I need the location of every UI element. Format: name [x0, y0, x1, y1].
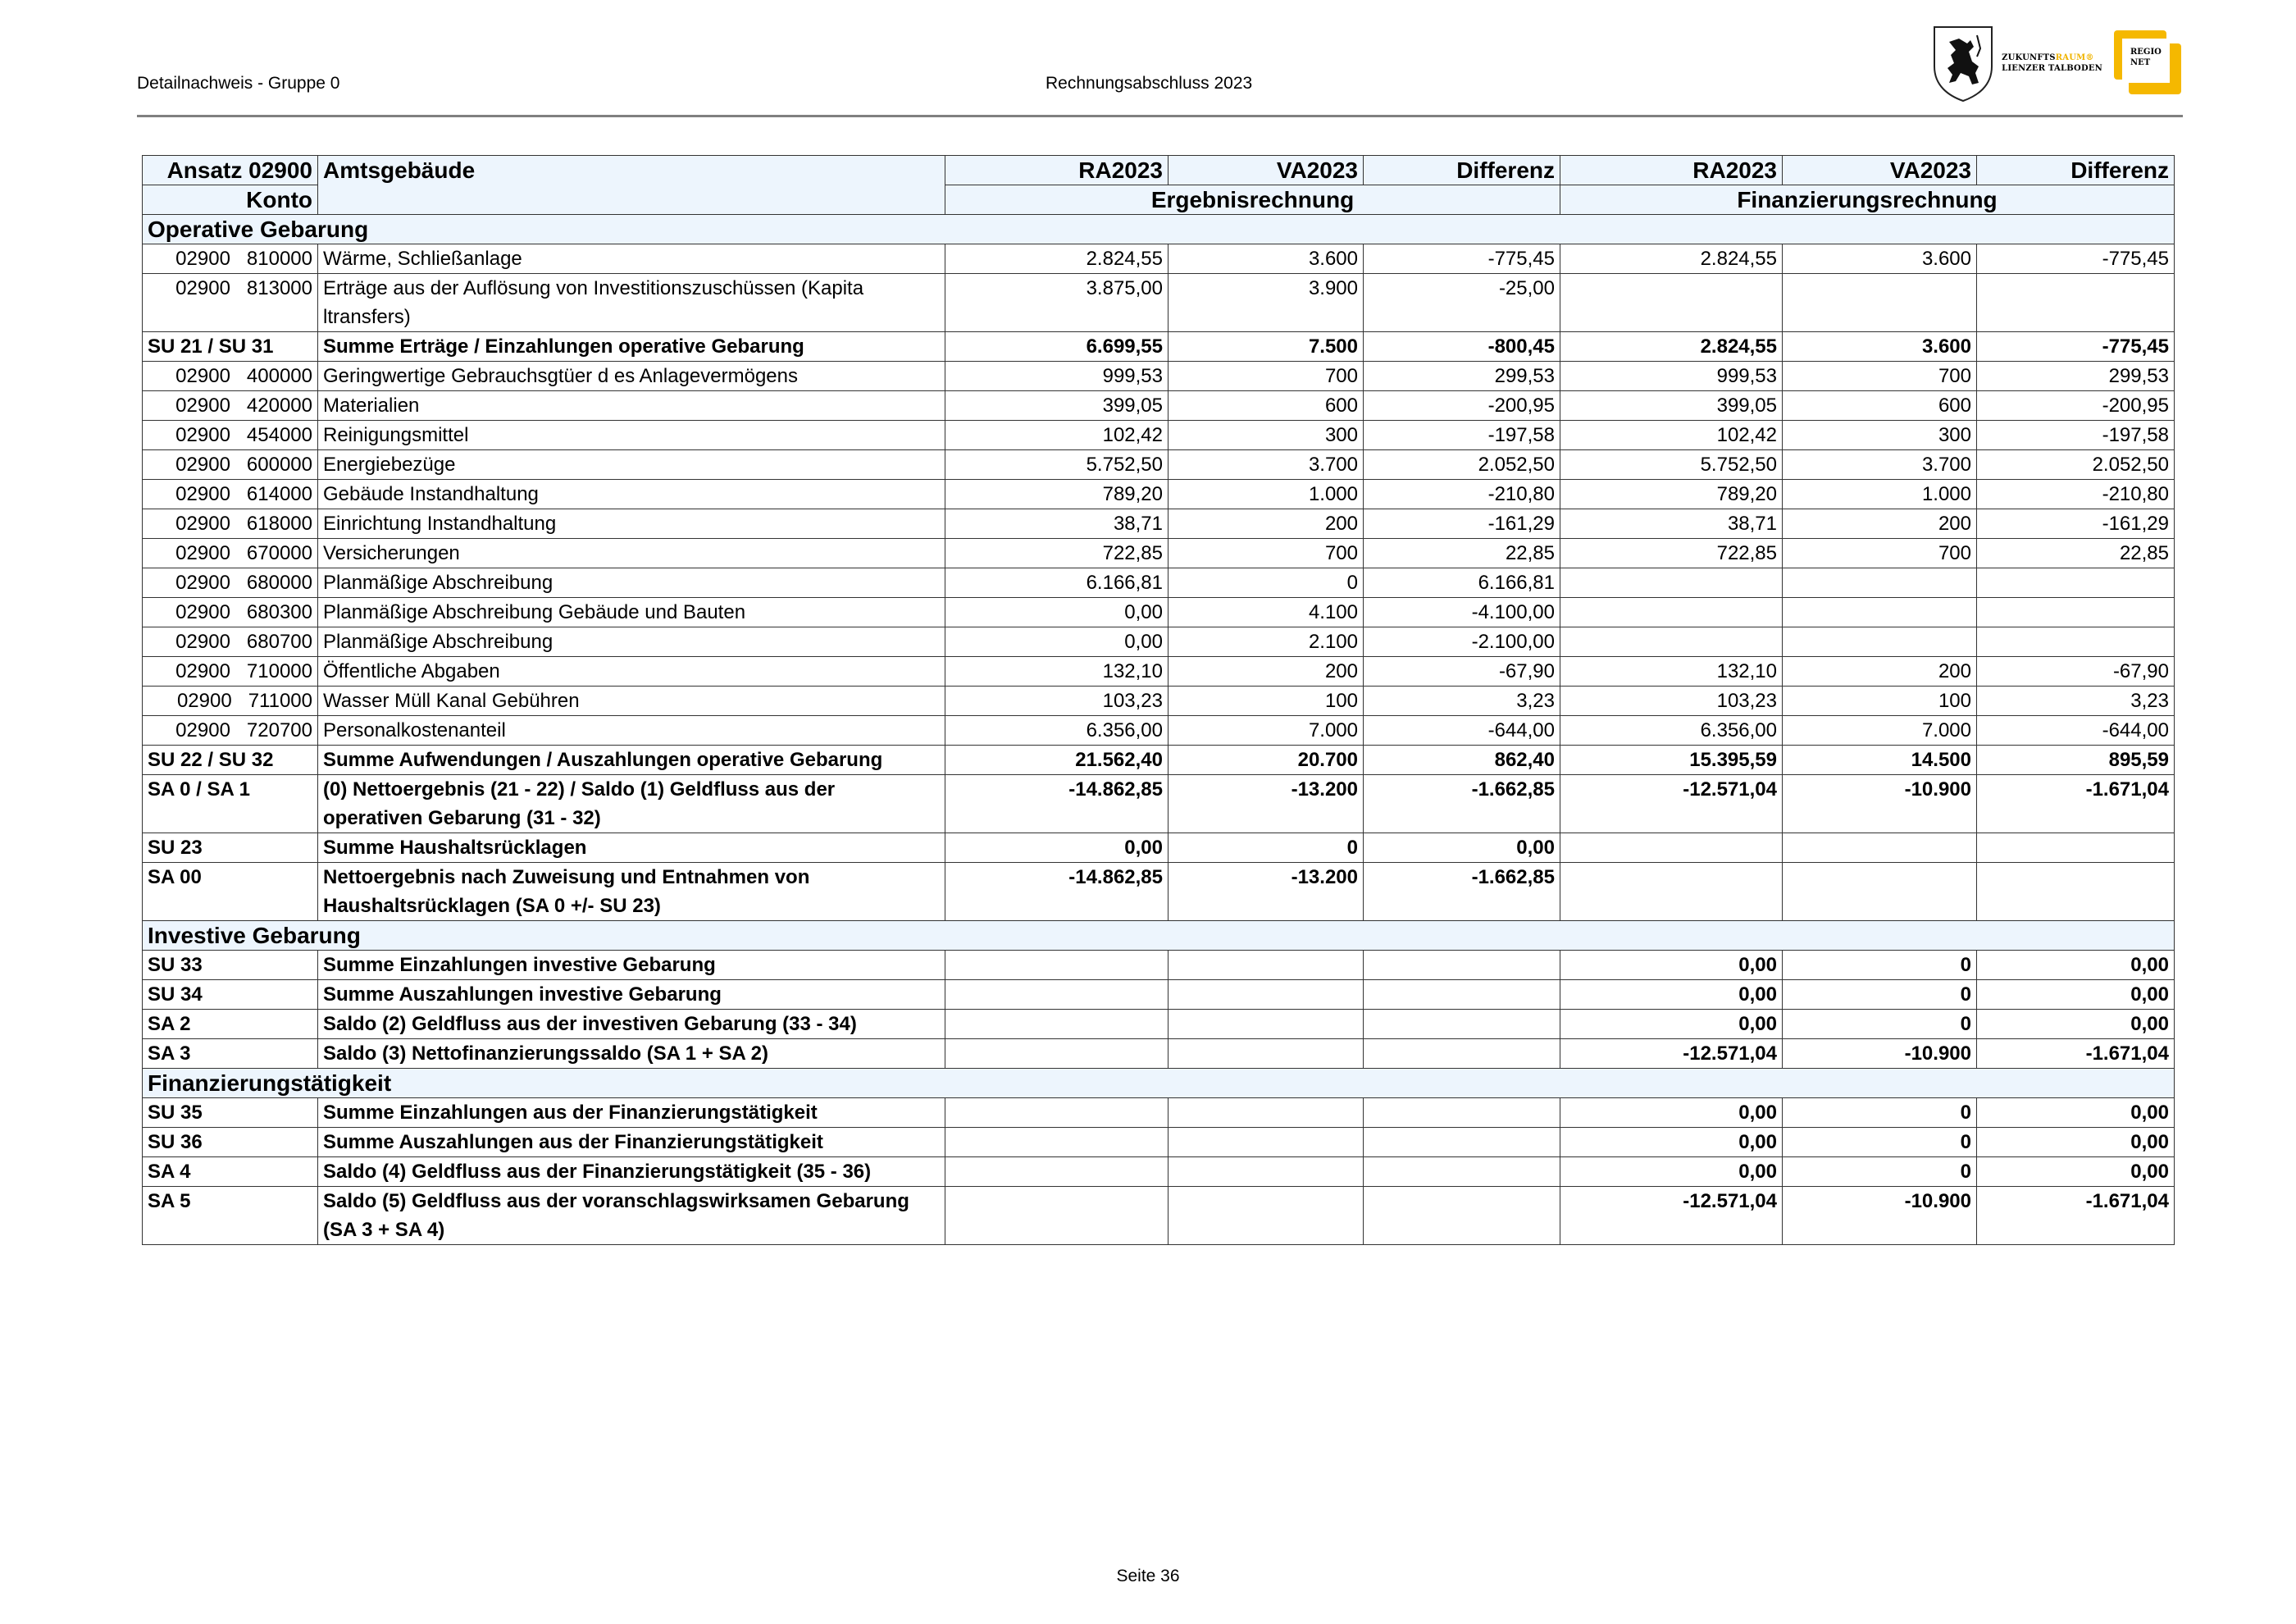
value-va-fr: 7.000	[1783, 716, 1977, 746]
value-ra-er: 102,42	[945, 421, 1168, 450]
account-label: Saldo (3) Nettofinanzierungssaldo (SA 1 + SA 2)	[318, 1039, 945, 1069]
summary-row	[143, 1128, 2175, 1157]
table-row	[143, 362, 2175, 391]
table-row	[143, 391, 2175, 421]
value-ra-er: 132,10	[945, 657, 1168, 687]
header-konto: Konto	[143, 185, 318, 215]
value-diff-fr	[1977, 274, 2175, 332]
value-diff-er	[1364, 980, 1560, 1010]
account-code: 02900 614000	[143, 480, 318, 509]
value-diff-er	[1364, 1157, 1560, 1187]
value-ra-er: 3.875,00	[945, 274, 1168, 332]
value-diff-er: -200,95	[1364, 391, 1560, 421]
value-diff-fr: -644,00	[1977, 716, 2175, 746]
value-diff-fr: -210,80	[1977, 480, 2175, 509]
value-diff-fr	[1977, 627, 2175, 657]
value-diff-fr: 3,23	[1977, 687, 2175, 716]
account-code: 02900 400000	[143, 362, 318, 391]
value-ra-fr: 722,85	[1560, 539, 1783, 568]
value-ra-er: 722,85	[945, 539, 1168, 568]
value-va-er: 200	[1168, 657, 1364, 687]
value-ra-er: 2.824,55	[945, 244, 1168, 274]
account-label: Saldo (4) Geldfluss aus der Finanzierungstätigkeit (35 - 36)	[318, 1157, 945, 1187]
value-ra-er: 6.356,00	[945, 716, 1168, 746]
value-ra-fr: 0,00	[1560, 951, 1783, 980]
value-va-fr: 14.500	[1783, 746, 1977, 775]
section-title: Operative Gebarung	[143, 215, 2175, 244]
value-ra-er: 21.562,40	[945, 746, 1168, 775]
account-code: SA 4	[143, 1157, 318, 1187]
value-va-fr: -10.900	[1783, 1187, 1977, 1245]
section-title: Finanzierungstätigkeit	[143, 1069, 2175, 1098]
table-row	[143, 539, 2175, 568]
value-diff-fr: -67,90	[1977, 657, 2175, 687]
value-va-fr: 200	[1783, 657, 1977, 687]
value-diff-er: -644,00	[1364, 716, 1560, 746]
value-diff-er: 22,85	[1364, 539, 1560, 568]
account-code: SA 3	[143, 1039, 318, 1069]
header-col-diff-fr: Differenz	[1977, 156, 2175, 185]
value-diff-er: -1.662,85	[1364, 863, 1560, 921]
value-diff-fr: -1.671,04	[1977, 1187, 2175, 1245]
value-diff-er: -161,29	[1364, 509, 1560, 539]
value-ra-er: 38,71	[945, 509, 1168, 539]
value-va-fr: 3.700	[1783, 450, 1977, 480]
header-col-ra-fr: RA2023	[1560, 156, 1783, 185]
account-code: SU 36	[143, 1128, 318, 1157]
section-header-row	[143, 1069, 2175, 1098]
header-col-va-er: VA2023	[1168, 156, 1364, 185]
value-ra-fr: 2.824,55	[1560, 332, 1783, 362]
value-ra-er: 999,53	[945, 362, 1168, 391]
value-diff-fr: 0,00	[1977, 1010, 2175, 1039]
table-row	[143, 480, 2175, 509]
summary-row	[143, 775, 2175, 833]
value-va-er: 700	[1168, 362, 1364, 391]
value-va-fr	[1783, 274, 1977, 332]
account-label: Nettoergebnis nach Zuweisung und Entnahmen von Haushaltsrücklagen (SA 0 +/- SU 23)	[318, 863, 945, 921]
value-va-er: 0	[1168, 833, 1364, 863]
value-va-er: 20.700	[1168, 746, 1364, 775]
value-diff-fr: 0,00	[1977, 951, 2175, 980]
summary-row	[143, 1098, 2175, 1128]
value-va-er: 3.900	[1168, 274, 1364, 332]
account-label: Öffentliche Abgaben	[318, 657, 945, 687]
value-va-fr: 300	[1783, 421, 1977, 450]
value-diff-er: -775,45	[1364, 244, 1560, 274]
financial-table	[142, 155, 2175, 1245]
value-diff-er: 2.052,50	[1364, 450, 1560, 480]
account-label: Einrichtung Instandhaltung	[318, 509, 945, 539]
account-label: (0) Nettoergebnis (21 - 22) / Saldo (1) Geldfluss aus der operativen Gebarung (31 - 32)	[318, 775, 945, 833]
value-ra-fr	[1560, 833, 1783, 863]
header-col-diff-er: Differenz	[1364, 156, 1560, 185]
table-row	[143, 598, 2175, 627]
account-label: Geringwertige Gebrauchsgtüer d es Anlagevermögens	[318, 362, 945, 391]
value-ra-fr: 5.752,50	[1560, 450, 1783, 480]
account-code: SU 21 / SU 31	[143, 332, 318, 362]
value-ra-er	[945, 1187, 1168, 1245]
value-ra-er	[945, 1010, 1168, 1039]
value-va-fr: 0	[1783, 1128, 1977, 1157]
account-code: 02900 813000	[143, 274, 318, 332]
account-code: SA 00	[143, 863, 318, 921]
value-ra-fr: 102,42	[1560, 421, 1783, 450]
value-diff-fr	[1977, 568, 2175, 598]
table-row	[143, 421, 2175, 450]
value-va-er: 3.600	[1168, 244, 1364, 274]
section-header-row	[143, 921, 2175, 951]
value-ra-er	[945, 951, 1168, 980]
value-va-fr: 100	[1783, 687, 1977, 716]
value-diff-fr: -161,29	[1977, 509, 2175, 539]
value-diff-fr	[1977, 833, 2175, 863]
value-va-er: 0	[1168, 568, 1364, 598]
summary-row	[143, 332, 2175, 362]
value-diff-fr: -775,45	[1977, 244, 2175, 274]
value-va-fr: 3.600	[1783, 332, 1977, 362]
value-va-fr: 700	[1783, 539, 1977, 568]
value-diff-er: -800,45	[1364, 332, 1560, 362]
summary-row	[143, 1010, 2175, 1039]
page-header	[137, 0, 2183, 117]
regionet-logo: REGIO NET	[2114, 30, 2183, 96]
summary-row	[143, 1187, 2175, 1245]
account-label: Summe Erträge / Einzahlungen operative Gebarung	[318, 332, 945, 362]
value-diff-er	[1364, 951, 1560, 980]
value-ra-fr: -12.571,04	[1560, 1187, 1783, 1245]
value-va-fr: 0	[1783, 1098, 1977, 1128]
value-ra-fr: -12.571,04	[1560, 775, 1783, 833]
value-diff-fr: 2.052,50	[1977, 450, 2175, 480]
account-code: 02900 680000	[143, 568, 318, 598]
table-row	[143, 627, 2175, 657]
value-diff-fr: -775,45	[1977, 332, 2175, 362]
table-row	[143, 509, 2175, 539]
summary-row	[143, 1157, 2175, 1187]
table-row	[143, 450, 2175, 480]
account-code: 02900 810000	[143, 244, 318, 274]
value-va-er: 700	[1168, 539, 1364, 568]
value-va-er: 200	[1168, 509, 1364, 539]
account-label: Summe Einzahlungen investive Gebarung	[318, 951, 945, 980]
value-diff-er: -4.100,00	[1364, 598, 1560, 627]
value-va-fr: 0	[1783, 980, 1977, 1010]
table-header-row	[143, 156, 2175, 185]
value-va-fr: 3.600	[1783, 244, 1977, 274]
value-ra-er	[945, 1098, 1168, 1128]
value-diff-er: -2.100,00	[1364, 627, 1560, 657]
table-row	[143, 244, 2175, 274]
value-ra-er: 399,05	[945, 391, 1168, 421]
value-va-er	[1168, 1039, 1364, 1069]
value-va-fr: 1.000	[1783, 480, 1977, 509]
value-va-er: 1.000	[1168, 480, 1364, 509]
value-va-fr: 700	[1783, 362, 1977, 391]
value-va-er	[1168, 1128, 1364, 1157]
value-va-fr: 600	[1783, 391, 1977, 421]
account-label: Planmäßige Abschreibung Gebäude und Bauten	[318, 598, 945, 627]
value-diff-fr: 299,53	[1977, 362, 2175, 391]
value-ra-fr	[1560, 274, 1783, 332]
header-ansatz: Ansatz 02900	[143, 156, 318, 185]
value-ra-er: 0,00	[945, 598, 1168, 627]
account-code: 02900 454000	[143, 421, 318, 450]
zukunftsraum-logo: ZUKUNFTSRAUM® LIENZER TALBODEN	[2002, 53, 2102, 73]
value-diff-fr: 0,00	[1977, 1157, 2175, 1187]
section-title: Investive Gebarung	[143, 921, 2175, 951]
table-row	[143, 568, 2175, 598]
value-ra-er: 789,20	[945, 480, 1168, 509]
value-va-er: 4.100	[1168, 598, 1364, 627]
account-label: Planmäßige Abschreibung	[318, 568, 945, 598]
value-ra-fr	[1560, 863, 1783, 921]
value-va-fr: -10.900	[1783, 1039, 1977, 1069]
value-diff-er: -1.662,85	[1364, 775, 1560, 833]
value-va-er: 3.700	[1168, 450, 1364, 480]
account-label: Saldo (5) Geldfluss aus der voranschlagswirksamen Gebarung (SA 3 + SA 4)	[318, 1187, 945, 1245]
value-diff-er: -67,90	[1364, 657, 1560, 687]
account-code: SU 35	[143, 1098, 318, 1128]
value-diff-er: 6.166,81	[1364, 568, 1560, 598]
value-va-er	[1168, 1010, 1364, 1039]
account-label: Planmäßige Abschreibung	[318, 627, 945, 657]
value-va-er: 2.100	[1168, 627, 1364, 657]
value-ra-er: 103,23	[945, 687, 1168, 716]
value-diff-fr	[1977, 598, 2175, 627]
value-va-er	[1168, 980, 1364, 1010]
header-group-finanzierungsrechnung: Finanzierungsrechnung	[1560, 185, 2175, 215]
header-group-ergebnisrechnung: Ergebnisrechnung	[945, 185, 1560, 215]
account-label: Summe Aufwendungen / Auszahlungen operative Gebarung	[318, 746, 945, 775]
value-va-fr: 0	[1783, 1010, 1977, 1039]
value-diff-er: 0,00	[1364, 833, 1560, 863]
value-va-er: 7.000	[1168, 716, 1364, 746]
value-ra-er: 6.166,81	[945, 568, 1168, 598]
value-diff-fr: -197,58	[1977, 421, 2175, 450]
value-diff-er: 3,23	[1364, 687, 1560, 716]
value-diff-fr: 895,59	[1977, 746, 2175, 775]
summary-row	[143, 980, 2175, 1010]
value-ra-er	[945, 1039, 1168, 1069]
account-label: Materialien	[318, 391, 945, 421]
summary-row	[143, 951, 2175, 980]
value-ra-er: -14.862,85	[945, 775, 1168, 833]
logo-group	[1931, 18, 2183, 108]
value-va-er: 600	[1168, 391, 1364, 421]
account-code: 02900 420000	[143, 391, 318, 421]
account-label: Erträge aus der Auflösung von Investitionszuschüssen (Kapita ltransfers)	[318, 274, 945, 332]
summary-row	[143, 1039, 2175, 1069]
value-va-fr: -10.900	[1783, 775, 1977, 833]
value-diff-fr: -1.671,04	[1977, 1039, 2175, 1069]
account-label: Summe Einzahlungen aus der Finanzierungstätigkeit	[318, 1098, 945, 1128]
value-va-fr: 200	[1783, 509, 1977, 539]
account-label: Versicherungen	[318, 539, 945, 568]
account-label: Reinigungsmittel	[318, 421, 945, 450]
value-diff-er: 862,40	[1364, 746, 1560, 775]
value-ra-er: 6.699,55	[945, 332, 1168, 362]
summary-row	[143, 833, 2175, 863]
header-title: Amtsgebäude	[318, 156, 945, 215]
value-va-fr	[1783, 598, 1977, 627]
value-diff-fr: 0,00	[1977, 1128, 2175, 1157]
account-code: 02900 711000	[143, 687, 318, 716]
value-diff-fr	[1977, 863, 2175, 921]
account-code: 02900 680300	[143, 598, 318, 627]
value-ra-fr: 0,00	[1560, 1157, 1783, 1187]
value-ra-fr: 38,71	[1560, 509, 1783, 539]
value-ra-fr	[1560, 627, 1783, 657]
value-va-er	[1168, 1098, 1364, 1128]
account-code: 02900 618000	[143, 509, 318, 539]
value-ra-er: -14.862,85	[945, 863, 1168, 921]
value-ra-er	[945, 1128, 1168, 1157]
value-va-er: 300	[1168, 421, 1364, 450]
summary-row	[143, 863, 2175, 921]
header-col-va-fr: VA2023	[1783, 156, 1977, 185]
value-va-er	[1168, 951, 1364, 980]
value-ra-fr: 0,00	[1560, 1010, 1783, 1039]
account-label: Personalkostenanteil	[318, 716, 945, 746]
value-ra-fr: 999,53	[1560, 362, 1783, 391]
account-code: SA 2	[143, 1010, 318, 1039]
value-ra-er: 0,00	[945, 833, 1168, 863]
value-va-fr	[1783, 833, 1977, 863]
account-label: Saldo (2) Geldfluss aus der investiven Gebarung (33 - 34)	[318, 1010, 945, 1039]
value-ra-fr: 15.395,59	[1560, 746, 1783, 775]
header-report-title: Detailnachweis - Gruppe 0	[137, 74, 340, 93]
value-diff-er	[1364, 1039, 1560, 1069]
page-number: Seite 36	[1116, 1567, 1180, 1585]
value-diff-er: -25,00	[1364, 274, 1560, 332]
value-diff-fr: 0,00	[1977, 1098, 2175, 1128]
value-ra-fr: 0,00	[1560, 1128, 1783, 1157]
value-va-er: 7.500	[1168, 332, 1364, 362]
account-label: Summe Haushaltsrücklagen	[318, 833, 945, 863]
account-code: 02900 600000	[143, 450, 318, 480]
value-va-fr	[1783, 863, 1977, 921]
value-va-er	[1168, 1187, 1364, 1245]
value-ra-er: 0,00	[945, 627, 1168, 657]
value-ra-fr: 0,00	[1560, 1098, 1783, 1128]
value-diff-er	[1364, 1010, 1560, 1039]
value-diff-er: -210,80	[1364, 480, 1560, 509]
account-code: SU 23	[143, 833, 318, 863]
account-code: 02900 710000	[143, 657, 318, 687]
value-ra-fr: 103,23	[1560, 687, 1783, 716]
value-diff-fr: 22,85	[1977, 539, 2175, 568]
value-ra-fr: 399,05	[1560, 391, 1783, 421]
value-diff-er	[1364, 1128, 1560, 1157]
value-va-fr	[1783, 568, 1977, 598]
value-ra-fr: 0,00	[1560, 980, 1783, 1010]
value-va-er: 100	[1168, 687, 1364, 716]
header-document-title: Rechnungsabschluss 2023	[1046, 74, 1253, 93]
value-diff-fr: -1.671,04	[1977, 775, 2175, 833]
account-code: SU 33	[143, 951, 318, 980]
value-va-er	[1168, 1157, 1364, 1187]
account-label: Wärme, Schließanlage	[318, 244, 945, 274]
value-diff-fr: 0,00	[1977, 980, 2175, 1010]
value-diff-er	[1364, 1187, 1560, 1245]
value-ra-fr	[1560, 568, 1783, 598]
account-label: Summe Auszahlungen investive Gebarung	[318, 980, 945, 1010]
value-diff-fr: -200,95	[1977, 391, 2175, 421]
coat-of-arms-icon	[1931, 24, 1995, 103]
account-code: SU 34	[143, 980, 318, 1010]
value-va-fr: 0	[1783, 1157, 1977, 1187]
table-row	[143, 274, 2175, 332]
account-code: 02900 670000	[143, 539, 318, 568]
account-code: SU 22 / SU 32	[143, 746, 318, 775]
account-code: SA 5	[143, 1187, 318, 1245]
value-va-fr	[1783, 627, 1977, 657]
section-header-row	[143, 215, 2175, 244]
value-va-fr: 0	[1783, 951, 1977, 980]
value-va-er: -13.200	[1168, 863, 1364, 921]
account-code: 02900 720700	[143, 716, 318, 746]
value-diff-er: -197,58	[1364, 421, 1560, 450]
value-va-er: -13.200	[1168, 775, 1364, 833]
value-ra-fr	[1560, 598, 1783, 627]
value-ra-er: 5.752,50	[945, 450, 1168, 480]
value-ra-fr: 2.824,55	[1560, 244, 1783, 274]
account-label: Gebäude Instandhaltung	[318, 480, 945, 509]
value-ra-fr: 132,10	[1560, 657, 1783, 687]
account-label: Wasser Müll Kanal Gebühren	[318, 687, 945, 716]
value-ra-fr: 789,20	[1560, 480, 1783, 509]
value-ra-er	[945, 1157, 1168, 1187]
value-ra-fr: -12.571,04	[1560, 1039, 1783, 1069]
value-diff-er: 299,53	[1364, 362, 1560, 391]
table-row	[143, 716, 2175, 746]
header-col-ra-er: RA2023	[945, 156, 1168, 185]
summary-row	[143, 746, 2175, 775]
table-row	[143, 657, 2175, 687]
account-code: 02900 680700	[143, 627, 318, 657]
account-label: Energiebezüge	[318, 450, 945, 480]
account-code: SA 0 / SA 1	[143, 775, 318, 833]
value-ra-er	[945, 980, 1168, 1010]
table-row	[143, 687, 2175, 716]
value-ra-fr: 6.356,00	[1560, 716, 1783, 746]
account-label: Summe Auszahlungen aus der Finanzierungstätigkeit	[318, 1128, 945, 1157]
value-diff-er	[1364, 1098, 1560, 1128]
